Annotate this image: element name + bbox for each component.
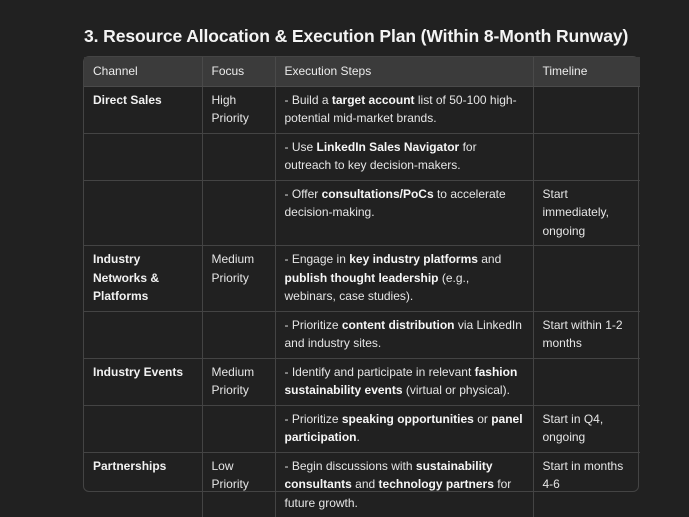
text: - Use [284, 139, 317, 154]
bold-text: panel participation [284, 411, 523, 444]
bold-text: target account [331, 92, 415, 107]
cell-execution-steps [275, 133, 533, 180]
bold-text: publish thought leadership [284, 270, 439, 285]
text: list of 50-100 high-potential mid-market brands. [284, 92, 517, 125]
header-channel: Channel [84, 57, 202, 86]
cell-focus [202, 133, 275, 180]
text: . [356, 430, 360, 444]
table-row [84, 358, 640, 405]
cell-channel: Industry Events [84, 358, 202, 405]
cell-timeline: Start in months 4-6 [542, 458, 624, 491]
text: - Engage in [284, 252, 350, 266]
cell-timeline: Start in Q4, ongoing [533, 405, 640, 452]
cell-channel: Direct Sales [84, 86, 202, 133]
text: (virtual or physical). [402, 383, 510, 397]
header-execution-steps: Execution Steps [275, 57, 533, 86]
bold-text: LinkedIn Sales Navigator [316, 139, 460, 154]
text: - Offer [284, 186, 322, 201]
bold-text: key industry platforms [349, 252, 478, 266]
table-row [84, 86, 640, 133]
bold-text: technology partners [378, 477, 494, 491]
cell-timeline [533, 358, 640, 405]
table [84, 57, 640, 517]
text: to accelerate decision-making. [284, 186, 506, 219]
cell-focus: High Priority [202, 86, 275, 133]
table-body [84, 86, 640, 517]
text: or [473, 411, 492, 426]
text: via LinkedIn and industry sites. [284, 317, 522, 350]
header-focus: Focus [202, 57, 275, 86]
text: for outreach to key decision-makers. [284, 139, 477, 172]
cell-execution-steps [275, 452, 533, 517]
cell-focus: Medium Priority [202, 246, 275, 312]
cell-focus: Low Priority [202, 452, 275, 517]
text: for future growth. [284, 477, 512, 510]
bold-text: sustainability consultants [284, 458, 493, 491]
table-row [84, 311, 640, 358]
bold-text: content distribution [341, 317, 455, 332]
table-row [84, 452, 640, 517]
cell-channel: Industry Networks & Platforms [84, 246, 202, 312]
section-heading: 3. Resource Allocation & Execution Plan (Within 8-Month Runway) [84, 26, 629, 46]
execution-plan-table [83, 56, 639, 510]
cell-timeline [533, 133, 640, 180]
cell-channel [84, 311, 202, 358]
cell-execution-steps [275, 405, 533, 452]
cell-channel [84, 133, 202, 180]
table-row [84, 180, 640, 246]
cell-execution-steps [275, 246, 533, 312]
text: - Prioritize [284, 411, 342, 426]
cell-execution-steps [275, 86, 533, 133]
cell-timeline [533, 246, 640, 312]
cell-focus: Medium Priority [202, 358, 275, 405]
bold-text: consultations/PoCs [321, 186, 434, 201]
cell-focus [202, 405, 275, 452]
text: and [351, 477, 379, 491]
text: (e.g., webinars, case studies). [284, 270, 470, 303]
text: - Identify and participate in relevant [284, 364, 475, 379]
table-row [84, 133, 640, 180]
cell-execution-steps [275, 180, 533, 246]
cell-execution-steps [275, 311, 533, 358]
table-row [84, 246, 640, 312]
text: and [477, 252, 502, 266]
text: - Begin discussions with [284, 458, 416, 473]
cell-channel [84, 405, 202, 452]
cell-channel: Partnerships [84, 452, 202, 517]
text: - Build a [284, 92, 332, 107]
cell-channel [84, 180, 202, 246]
text: - Prioritize [284, 317, 342, 332]
cell-execution-steps [275, 358, 533, 405]
cell-timeline [533, 86, 640, 133]
header-timeline: Timeline [533, 57, 640, 86]
bold-text: speaking opportunities [341, 411, 474, 426]
cell-timeline: Start immediately, ongoing [533, 180, 640, 246]
cell-timeline: Start within 1-2 months [533, 311, 640, 358]
table-row [84, 405, 640, 452]
cell-focus [202, 311, 275, 358]
cell-focus [202, 180, 275, 246]
table-header-row [84, 57, 640, 86]
bold-text: fashion sustainability events [284, 364, 518, 397]
